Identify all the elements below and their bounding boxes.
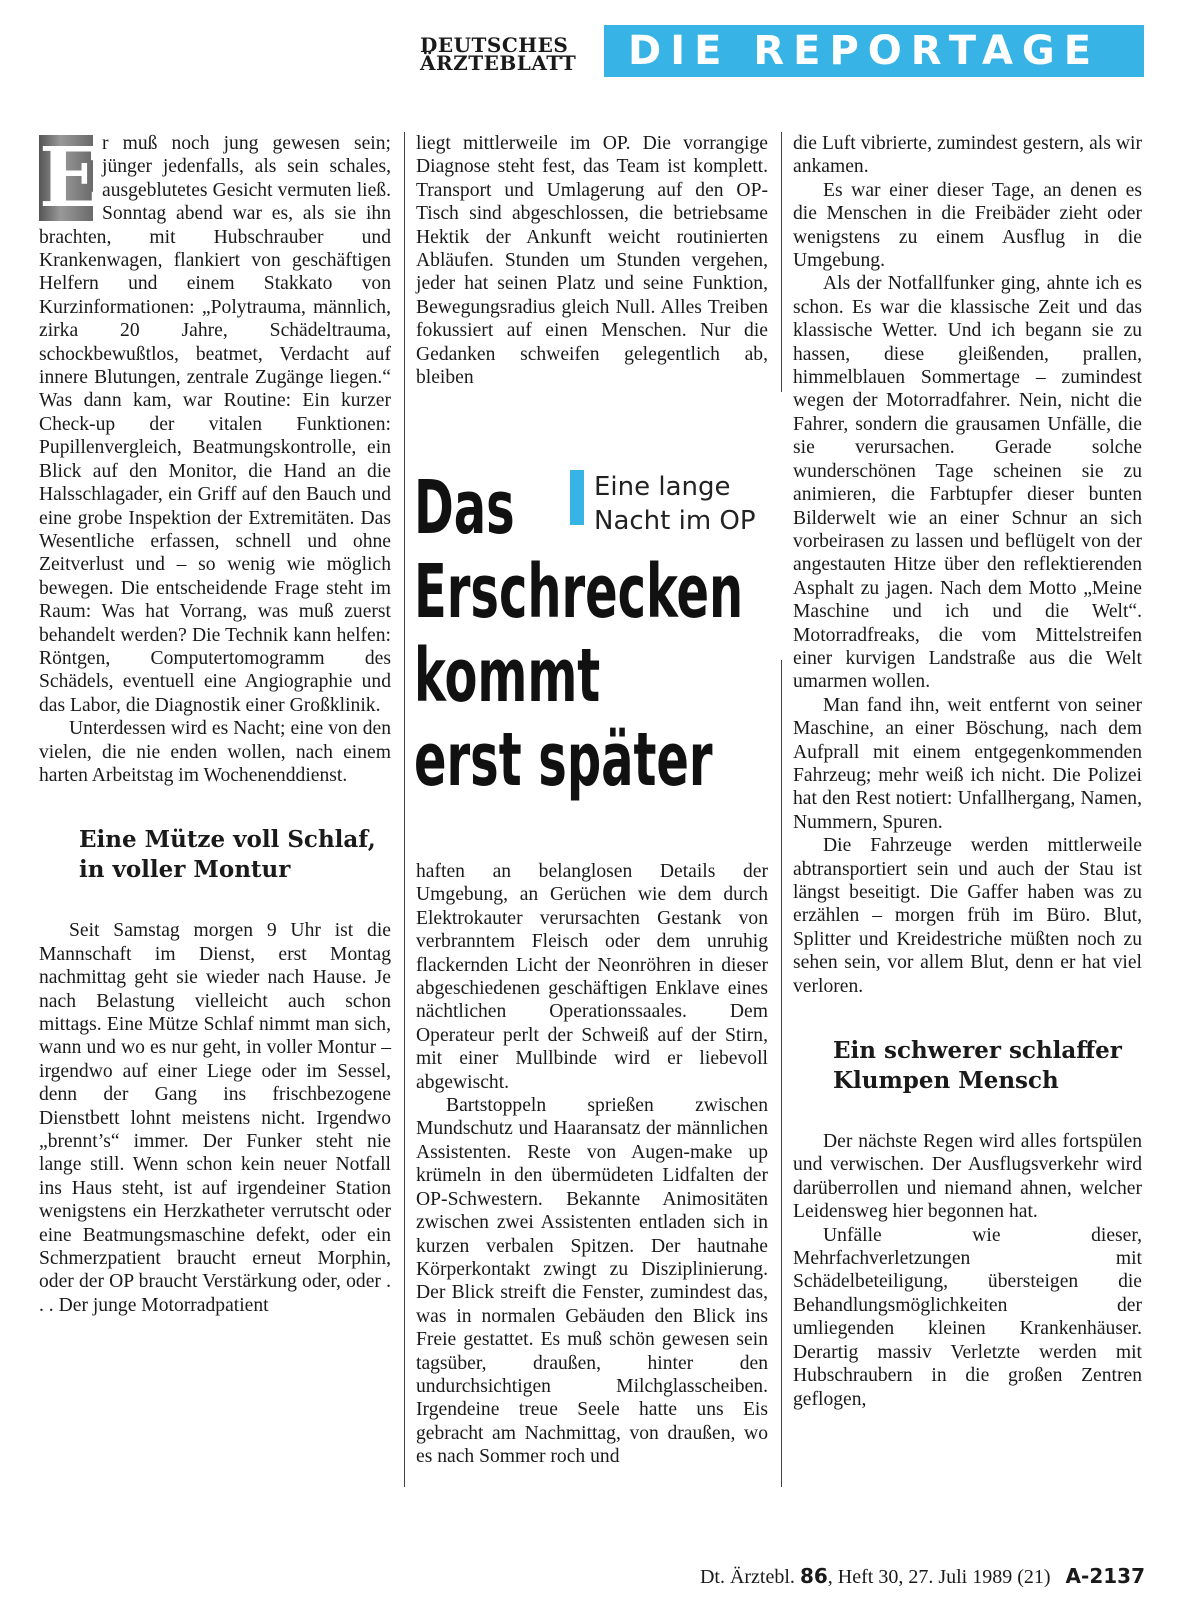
paragraph: Bartstoppeln sprießen zwischen Mundschutz und Haaransatz der männlichen Assistenten. Reste von Augen-make up krümeln in den übermüdeten Lidfalten der OP-Schwestern. Bekannte Animositäten zwischen zwei Assistenten entladen sich in kurzen verbalen Spitzen. Der hautnahe Körperkontakt zwingt zu Disziplinierung. Der Blick streift die Fenster, zumindest das, was in normalen Gebäuden den Blick ins Freie gestattet. Es muß schön gewesen sein tagsüber, draußen, hinter den undurchsichtigen Milchglasscheiben. Irgendeine treue Seele hatte uns Eis gebracht am Nachmittag, von draußen, wo es nach Sommer roch und — [416, 1095, 768, 1468]
page-footer — [620, 1564, 1145, 1589]
kicker-line: Nacht im OP — [594, 506, 756, 536]
paragraph: liegt mittlerweile im OP. Die vorrangige Diagnose steht fest, das Team ist komplett. Transport und Umlagerung auf den OP-Tisch sind abgeschlossen, die betriebsame Hektik der Ankunft weicht routinierten Abläufen. Stunden um Stunden vergehen, jeder hat seinen Platz und seine Funktion, Bewegungsradius gleich Null. Alles Treiben fokussiert auf einen Menschen. Nur die Gedanken schweifen gelegentlich ab, bleiben — [416, 133, 768, 389]
paragraph: Der nächste Regen wird alles fortspülen und verwischen. Der Ausflugsverkehr wird darüberrollen und niemand ahnen, welcher Leidensweg hier begonnen hat. — [793, 1131, 1142, 1223]
subheading — [833, 1036, 1142, 1096]
column-2-top — [416, 132, 768, 389]
footer-issue: , Heft 30, 27. Juli 1989 (21) — [827, 1566, 1051, 1588]
column-rule-right — [781, 660, 782, 1487]
column-3 — [793, 132, 1142, 1411]
column-2-bottom — [416, 860, 768, 1469]
paragraph: Seit Samstag morgen 9 Uhr ist die Mannschaft im Dienst, erst Montag nachmittag geht sie wieder nach Hause. Je nach Belastung vielleicht auch schon mittags. Eine Mütze Schlaf nimmt man sich, wann und wo es nur geht, in voller Montur – irgendwo auf einer Liege oder im Sessel, denn der Gang ins frischbezogene Dienstbett lohnt meistens nicht. Irgendwo „brennt’s“ immer. Der Funker steht nie lange still. Wenn schon kein neuer Notfall ins Haus steht, ist auf irgendeiner Station wenigstens ein Herzkatheter verrutscht oder eine Beatmungsmaschine defekt, oder ein Schmerzpatient braucht erneut Morphin, oder der OP braucht Verstärkung oder, oder . . . Der junge Motorradpatient — [39, 920, 391, 1316]
subheading-line: Klumpen Mensch — [833, 1067, 1059, 1095]
paragraph: r muß noch jung gewesen sein; jünger jedenfalls, als sein schales, ausgeblutetes Gesicht vermuten ließ. Sonntag abend war es, als sie ihn brachten, mit Hubschrauber und Krankenwagen, flankiert von geschäftigen Helfern und einem Stakkato von Kurzinformationen: „Polytrauma, männlich, zirka 20 Jahre, Schädeltrauma, schockbewußtlos, beatmet, Verdacht auf innere Blutungen, zentrale Zugänge liegen.“ Was dann kam, war Routine: Ein kurzer Check-up der vitalen Funktionen: Pupillenvergleich, Beatmungskontrolle, ein Blick auf den Monitor, die Hand an die Halsschlagader, ein Griff auf den Bauch und eine grobe Inspektion der Extremitäten. Das Wesentliche erfassen, schnell und ohne Zeitverlust und – so wenig wie möglich bewegen. Die entscheidende Frage steht im Raum: Was hat Vorrang, was muß zuerst behandelt werden? Die Technik kann helfen: Röntgen, Computertomogramm des Schädels, eventuell eine Angiographie und das Labor, die Diagnostik einer Großklinik. — [39, 133, 391, 716]
headline-line: Das — [414, 465, 515, 551]
section-banner: DIE REPORTAGE — [604, 25, 1144, 77]
subheading-line: Ein schwerer schlaffer — [833, 1037, 1122, 1065]
subheading-line: in voller Montur — [79, 856, 291, 884]
paragraph: Es war einer dieser Tage, an denen es die Menschen in die Freibäder zieht oder wenigstens zu einem Ausflug in die Umgebung. — [793, 179, 1142, 272]
publication-line-2: ÄRZTEBLATT — [420, 51, 577, 75]
headline-line: kommt — [414, 633, 601, 719]
paragraph: Man fand ihn, weit entfernt von seiner Maschine, an einer Böschung, nach dem Aufprall mit einem entgegenkommenden Fahrzeug; mehr weiß ich nicht. Die Polizei hat den Rest notiert: Unfallhergang, Namen, Nummern, Spuren. — [793, 694, 1142, 833]
paragraph: Als der Notfallfunker ging, ahnte ich es schon. Es war die klassische Zeit und das klassische Wetter. Und ich begann sie zu hassen, diese gleißenden, prallen, himmelblauen Sommertage – zumindest wegen der Motorradfahrer. Nein, nicht die Fahrer, sondern die grausamen Unfälle, die sie verursachen. Gerade solche wunderschönen Tage scheinen sie zu animieren, die Farbtupfer dieser bunten Bilderwelt wie an einer Schnur an sich vorbeirasen zu lassen und beflügelt von der angestauten Hitze über den reflektierenden Asphalt zu jagen. Nach dem Motto „Meine Maschine und ich und die Welt“. Motorradfreaks, die vom Mittelstreifen einer kurvigen Landstraße aus die Welt umarmen wollen. — [793, 273, 1142, 693]
subheading — [79, 825, 391, 885]
column-rule-right-top — [781, 132, 782, 392]
paragraph: haften an belanglosen Details der Umgebung, an Gerüchen wie dem durch Elektrokauter verursachten Gestank von verbranntem Fleisch oder dem unruhig flackernden Licht der Neonröhren in dieser abgeschiedenen geschäftigen Enklave eines nächtlichen Operationssaales. Dem Operateur perlt der Schweiß auf der Stirn, mit einer Mullbinde wird er liebevoll abgewischt. — [416, 861, 768, 1093]
column-rule-left — [404, 132, 405, 1487]
footer-page-number: A-2137 — [1065, 1564, 1145, 1588]
drop-cap: E — [39, 130, 102, 226]
headline-line: Erschrecken — [414, 549, 744, 635]
paragraph: Die Fahrzeuge werden mittlerweile abtransportiert sein und auch der Stau ist längst beseitigt. Die Gaffer haben was zu erzählen – morgen früh im Büro. Blut, Splitter und Kreidestriche müßten noch zu sehen sein, vor allem Blut, denn er hat viel verloren. — [793, 835, 1142, 997]
kicker-line: Eine lange — [594, 472, 731, 502]
column-1 — [39, 132, 391, 1317]
footer-journal: Dt. Ärztebl. — [699, 1566, 795, 1588]
publication-name — [420, 33, 592, 75]
publication-line-1: DEUTSCHES — [420, 33, 569, 57]
paragraph: Unterdessen wird es Nacht; eine von den vielen, die nie enden wollen, nach einem harten Arbeitstag im Wochenenddienst. — [39, 718, 391, 786]
headline-line: erst später — [414, 717, 713, 803]
subheading-line: Eine Mütze voll Schlaf, — [79, 826, 376, 854]
paragraph: Unfälle wie dieser, Mehrfachverletzungen mit Schädelbeteiligung, übersteigen die Behandlungsmöglichkeiten der umliegenden kleinen Krankenhäuser. Derartig massiv Verletzte werden mit Hubschraubern in die großen Zentren geflogen, — [793, 1224, 1142, 1410]
footer-volume: 86 — [799, 1564, 828, 1588]
headline — [414, 465, 744, 803]
paragraph: die Luft vibrierte, zumindest gestern, als wir ankamen. — [793, 133, 1142, 178]
